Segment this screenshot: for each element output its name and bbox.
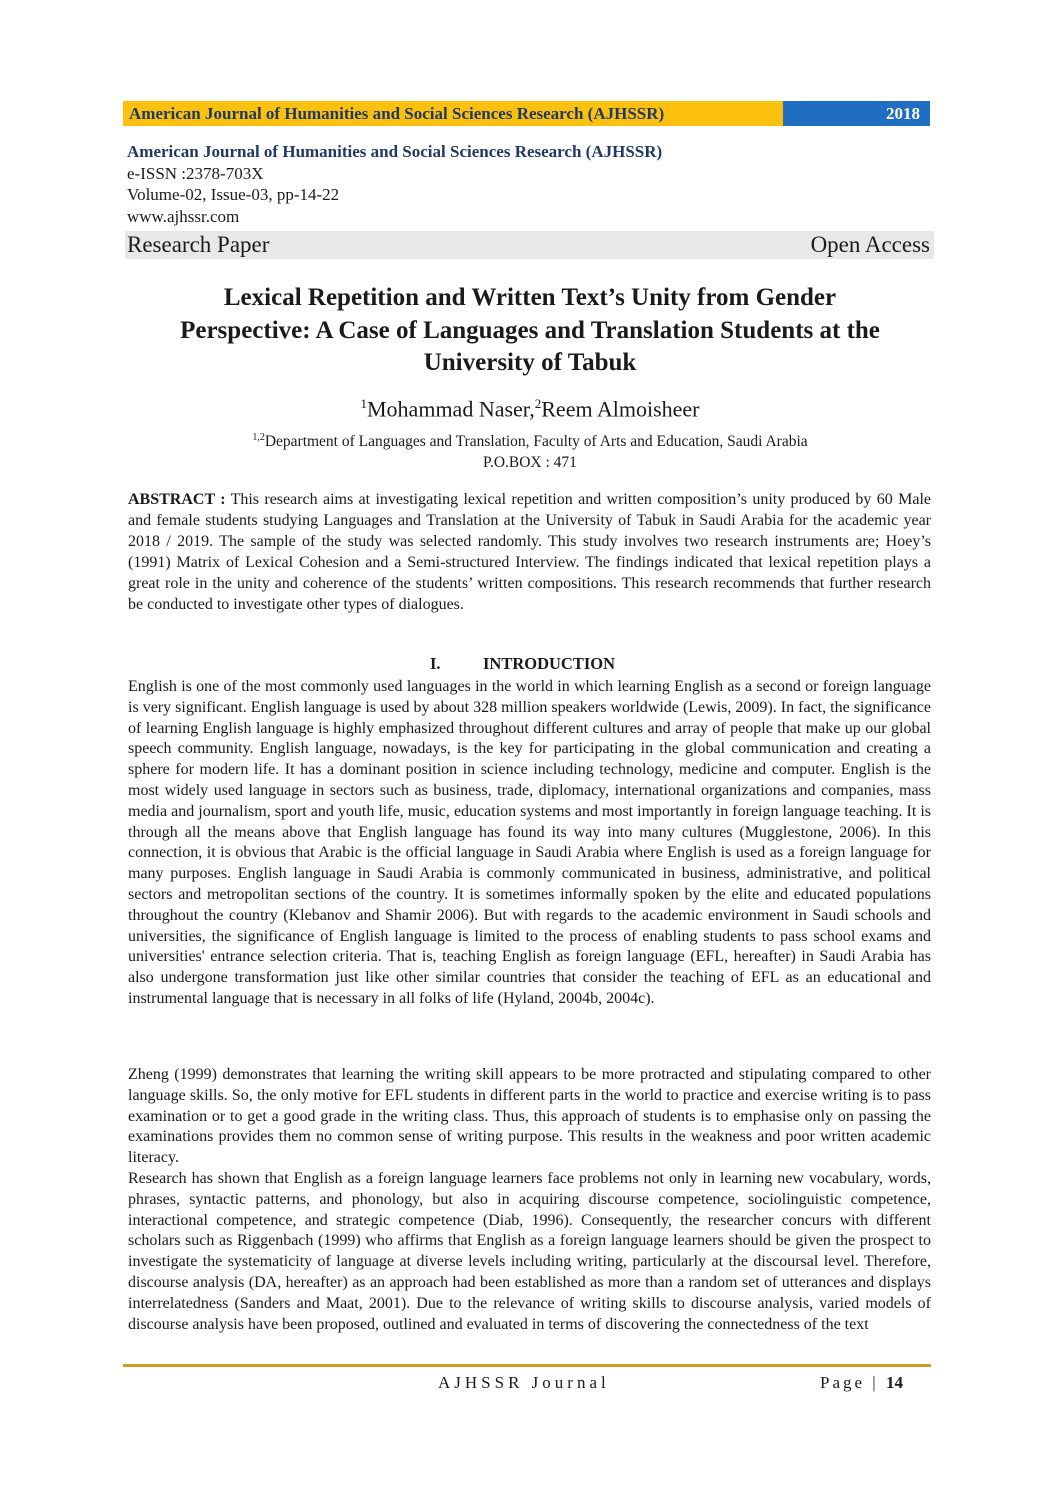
section-title: INTRODUCTION [483,654,616,673]
affiliation-superscript: 1,2 [252,432,265,443]
author-superscript: 2 [534,396,542,411]
abstract-label: ABSTRACT : [128,491,226,508]
journal-name: American Journal of Humanities and Social Sciences Research (AJHSSR) [127,142,663,161]
footer-journal: AJHSSR Journal [438,1373,610,1392]
author-superscript: 1 [360,396,367,411]
affiliation-text: Department of Languages and Translation, Faculty of Arts and Education, Saudi Arabia [264,433,808,451]
title-line: Lexical Repetition and Written Text’s Unity from Gender [223,284,837,311]
body-paragraph: Research has shown that English as a foreign language learners face problems not only in learning new vocabulary, words, phrases, syntactic patterns, and phonology, but also in acquiring discourse competence, sociolinguistic competence, interactional competence, and strategic competence (Diab, 1996). Consequently, the researcher concurs with different scholars such as Riggenbach (1999) who affirms that English as a foreign language learners should be given the prospect to investigate the systematicity of language at diverse levels including writing, particularly at the discoursal level. Therefore, discourse analysis (DA, hereafter) as an approach had been established as more than a random set of utterances and displays interrelatedness (Sanders and Maat, 2001). Due to the relevance of writing skills to discourse analysis, varied models of discourse analysis have been proposed, outlined and evaluated in terms of discovering the connectedness of the text [128,1170,931,1333]
po-box: P.O.BOX : 471 [483,454,577,472]
journal-issn: e-ISSN :2378-703X [127,163,264,183]
paper-type-label: Research Paper [127,232,270,257]
journal-website: www.ajhssr.com [127,206,240,226]
paper-title [110,282,950,380]
body-paragraph: Zheng (1999) demonstrates that learning the writing skill appears to be more protracted and stipulating compared to other language skills. So, the only motive for EFL students in different parts in the world to practice and exercise writing is to pass examination or to get a good grade in the writing class. Thus, this approach of students is to emphasise only on passing the examinations provides them no common sense of writing purpose. This results in the weakness and poor written academic literacy. [128,1066,931,1167]
open-access-label: Open Access [810,232,930,257]
paper-type-bar [125,231,934,259]
footer-page [820,1373,903,1393]
journal-volume: Volume-02, Issue-03, pp-14-22 [127,185,340,204]
abstract [128,489,931,615]
body-paragraph: English is one of the most commonly used languages in the world in which learning English as a second or foreign language is very significant. English language is used by about 328 million speakers worldwide (Lewis, 2009). In fact, the significance of learning English language is highly emphasized throughout different cultures and array of people that make up our global speech community. English language, nowadays, is the key for participating in the global communication and creating a sphere for modern life. It has a dominant position in science including technology, medicine and computer. English is the most widely used language in sectors such as business, trade, diplomacy, international organizations and companies, mass media and journalism, sport and youth life, music, education systems and most importantly in foreign language teaching. It is through all the means above that English language has found its way into many cultures (Mugglestone, 2006). In this connection, it is obvious that Arabic is the official language in Saudi Arabia where English is used as a foreign language for many purposes. English language in Saudi Arabia is commonly communicated in business, administrative, and political sectors and metropolitan sections of the country. It is sometimes informally spoken by the elite and educated populations throughout the country (Klebanov and Shamir 2006). But with regards to the academic environment in Saudi schools and universities, the significance of English language is limited to the process of enabling students to pass school exams and universities' entrance selection criteria. That is, teaching English as foreign language (EFL, hereafter) in Saudi Arabia has also undergone transformation just like other similar countries that consider the teaching of EFL as an educational and instrumental language that is necessary in all folks of life (Hyland, 2004b, 2004c). [128,678,931,1007]
page-number: 14 [885,1373,903,1392]
abstract-text: This research aims at investigating lexical repetition and written composition’s unity produced by 60 Male and female students studying Languages and Translation at the University of Tabuk in Saudi Arabia for the academic year 2018 / 2019. The sample of the study was selected randomly. This study involves two research instruments are; Hoey’s (1991) Matrix of Lexical Cohesion and a Semi-structured Interview. The findings indicated that lexical repetition plays a great role in the unity and coherence of the students’ written compositions. This research recommends that further research be conducted to investigate other types of dialogues. [128,491,931,613]
page-label: Page | [820,1373,886,1392]
header-year: 2018 [783,101,930,126]
author-name: Mohammad Naser, [367,396,535,422]
author-list [110,396,950,422]
header-journal-title: American Journal of Humanities and Social Sciences Research (AJHSSR) [123,101,783,126]
footer-rule [123,1364,931,1367]
section-number: I. [430,654,441,673]
journal-header-banner [123,101,930,126]
affiliation [110,427,950,473]
author-name: Reem Almoisheer [541,396,700,422]
title-line: University of Tabuk [423,349,637,376]
title-line: Perspective: A Case of Languages and Translation Students at the [180,316,880,344]
journal-info [127,141,927,227]
